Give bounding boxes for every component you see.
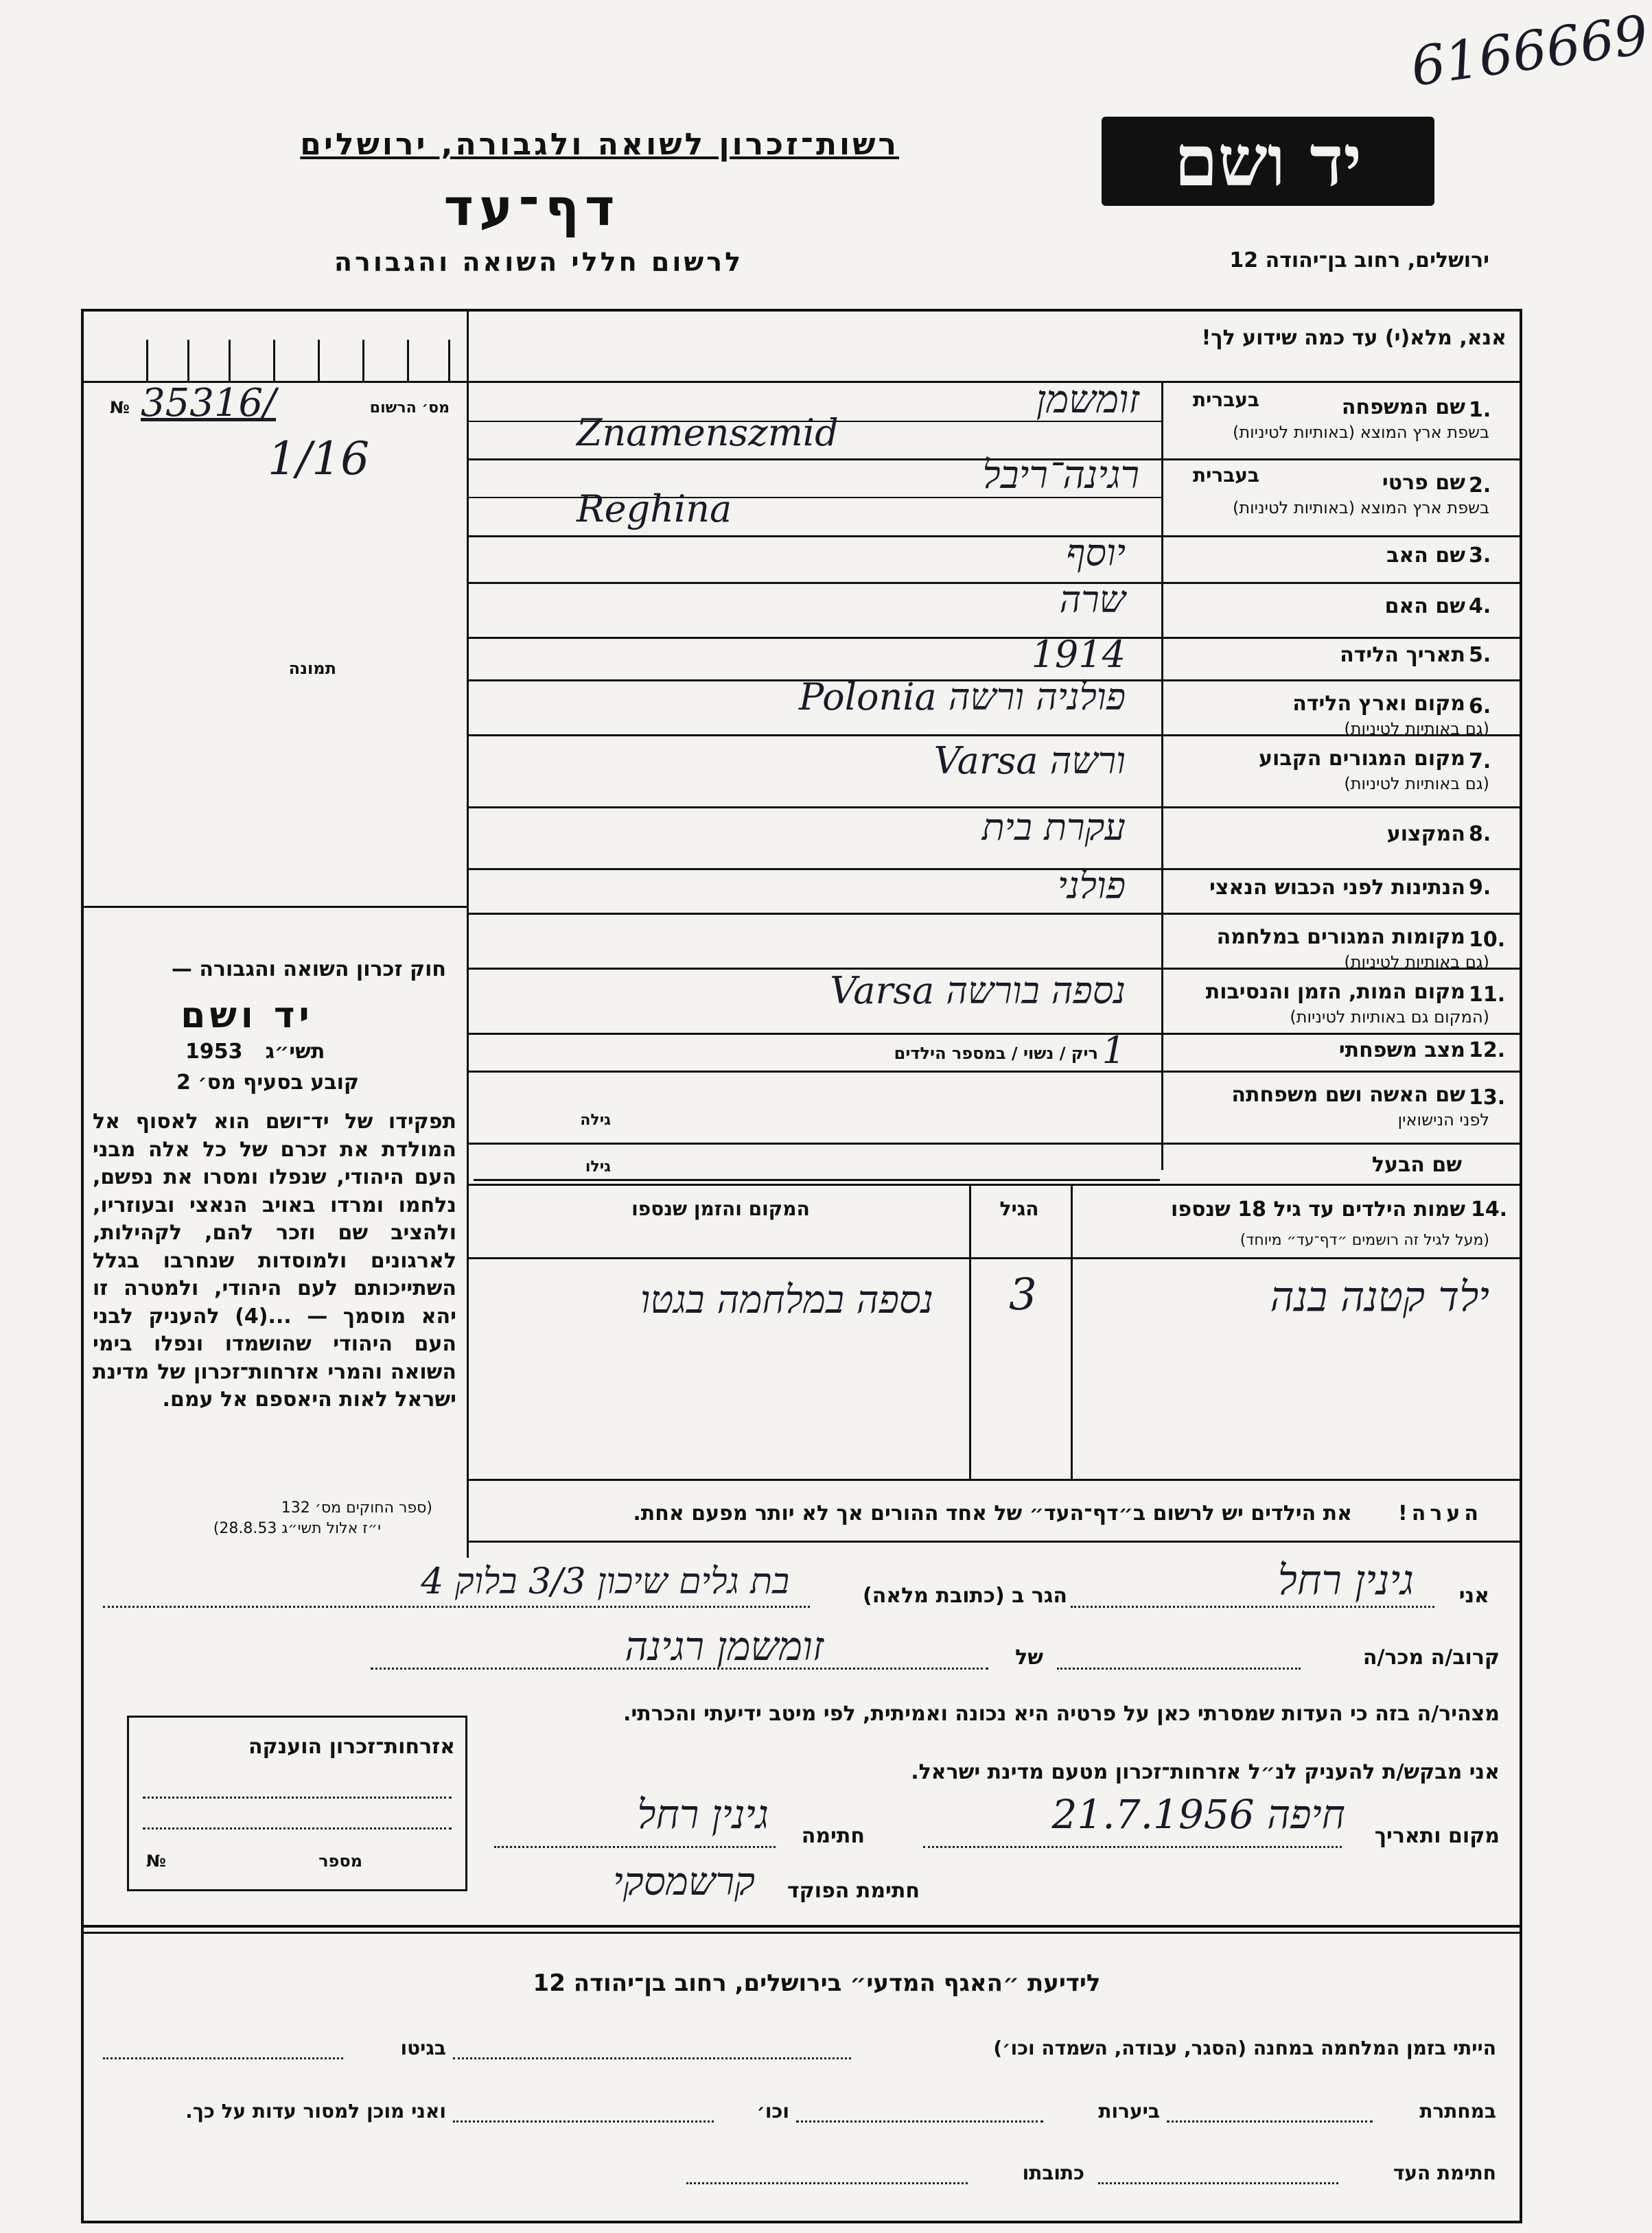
field-number: 10. — [1469, 928, 1506, 952]
field-value: יוסף — [1066, 531, 1126, 574]
field-label: שם האב — [1386, 543, 1465, 568]
field-number: 2. — [1469, 474, 1491, 498]
husband-label: שם הבעל — [1371, 1153, 1462, 1177]
resides-line — [103, 1606, 810, 1608]
field-label: מקום וארץ הלידה — [1292, 692, 1465, 716]
signature-value: גינין רחל — [637, 1791, 769, 1838]
field-number: 1. — [1469, 398, 1491, 422]
field-number: 8. — [1469, 822, 1491, 846]
footer-line1-blank — [453, 2057, 851, 2059]
footer-ghetto-blank — [103, 2057, 343, 2059]
field-label: הנתינות לפני הכבוש הנאצי — [1209, 875, 1465, 900]
field-label: שם המשפחה — [1341, 395, 1465, 419]
label-column-divider — [1161, 381, 1163, 1170]
field-number: 6. — [1469, 694, 1491, 718]
field-value: 1914 — [1031, 633, 1126, 676]
footer-heading: לידיעת ״האגף המדעי״ בירושלים, רחוב בן־יהודה 12 — [533, 1969, 1101, 1997]
law-top-rule — [81, 906, 469, 908]
footer-ready: ואני מוכן למסור עדות על כך. — [185, 2100, 446, 2123]
footer-rule-2 — [81, 1932, 1522, 1934]
certificate-title: אזרחות־זכרון הוענקה — [248, 1735, 455, 1759]
field-row-rule — [467, 913, 1522, 915]
field-label: מקומות המגורים במלחמה — [1216, 925, 1465, 949]
children-label: שמות הילדים עד גיל 18 שנספו — [1171, 1197, 1465, 1221]
instruction-text: אנא, מלא(י) עד כמה שידוע לך! — [1201, 326, 1506, 350]
field-label: שם פרטי — [1382, 471, 1465, 495]
declare-text: מצהיר/ה בזה כי העדות שמסרתי כאן על פרטיה היא נכונה ואמיתית, לפי מיטב ידיעתי והכרתי. — [623, 1702, 1500, 1726]
place-date-value: חיפה 21.7.1956 — [1051, 1791, 1345, 1838]
page-title: דף־עד — [443, 178, 620, 237]
signature-line — [494, 1846, 776, 1848]
field-label: תאריך הלידה — [1340, 643, 1465, 667]
registry-number: 35316/ — [141, 381, 277, 425]
marital-status-options: ריק / נשוי / במספר הילדים — [894, 1044, 1098, 1063]
footer-etc: וכו׳ — [756, 2100, 789, 2123]
law-section: קובע בסעיף מס׳ 2 — [176, 1071, 360, 1095]
footer-forests-blank — [796, 2120, 1043, 2123]
registry-label: מס׳ הרשום — [369, 399, 450, 417]
resides-label: הגר ב (כתובת מלאה) — [862, 1584, 1067, 1608]
field-sublabel: (המקום גם באותיות לטיניות) — [1290, 1007, 1489, 1027]
declarant-i-label: אני — [1458, 1584, 1489, 1608]
children-col-place: המקום והזמן שנספו — [631, 1197, 810, 1220]
field-number: 11. — [1469, 983, 1506, 1007]
officer-value: קרשמסקי — [613, 1860, 755, 1904]
law-name: יד ושם — [181, 995, 314, 1036]
footer-underground: במחתרת — [1419, 2100, 1496, 2123]
left-panel-divider — [467, 309, 469, 1558]
field-hebrew-tag: בעברית — [1192, 388, 1259, 411]
field-label: שם האם — [1384, 594, 1465, 618]
children-age-divider — [969, 1184, 971, 1479]
footer-etc-blank — [453, 2120, 714, 2123]
field-sublabel: (גם באותיות לטיניות) — [1344, 774, 1489, 793]
declarant-name: גינין רחל — [1277, 1556, 1414, 1604]
registry-ticks — [81, 312, 465, 381]
certificate-box — [127, 1716, 467, 1891]
law-source-date: י״ז אלול תשי״ג 28.8.53) — [213, 1520, 381, 1537]
law-year: 1953 — [185, 1040, 243, 1064]
field-label: המקצוע — [1386, 822, 1465, 846]
photo-label: תמונה — [288, 659, 336, 678]
certificate-number-label: מספר — [318, 1851, 362, 1871]
officer-label: חתימת הפוקד — [787, 1879, 920, 1903]
field-label: מצב משפחתי — [1338, 1038, 1465, 1062]
field-sublabel: (גם באותיות לטיניות) — [1344, 952, 1489, 972]
signature-label: חתימה — [801, 1824, 865, 1848]
husband-value-line — [474, 1179, 1160, 1181]
field-value-hebrew: זומשמן — [1036, 377, 1139, 422]
field-sublabel: (גם באותיות לטיניות) — [1344, 719, 1489, 738]
field-number: 7. — [1469, 749, 1491, 773]
footer-line1-end: בגיטו — [400, 2037, 446, 2059]
field-value-latin: Znamenszmid — [577, 411, 839, 454]
field-value: פולניה ורשה Polonia — [799, 675, 1126, 718]
footer-rule-1 — [81, 1925, 1522, 1928]
field-number: 5. — [1469, 643, 1491, 667]
footer-forests: ביערות — [1098, 2100, 1160, 2123]
footer-address-blank — [686, 2182, 968, 2184]
note-text: את הילדים יש לרשום ב״דף־העד״ של אחד ההורים אך לא יותר מפעם אחת. — [633, 1501, 1352, 1525]
footer-line1: הייתי בזמן המלחמה במחנה (הסגר, עבודה, השמדה וכו׳) — [993, 2037, 1496, 2059]
of-label: של — [1015, 1646, 1043, 1670]
field-number: 4. — [1469, 594, 1491, 618]
certificate-no-symbol: № — [146, 1851, 166, 1871]
children-col-age: הגיל — [999, 1197, 1039, 1220]
field-label: מקום המות, הזמן והנסיבות — [1205, 980, 1465, 1004]
field-label: מקום המגורים הקבוע — [1259, 747, 1465, 771]
place-date-line — [923, 1846, 1342, 1848]
field-value: ורשה Varsa — [933, 738, 1126, 782]
husband-top-rule — [467, 1143, 1522, 1145]
field-value: פולני — [1057, 864, 1126, 907]
field-value: 1 — [1102, 1029, 1126, 1072]
field-hebrew-tag: בעברית — [1192, 464, 1259, 487]
declarant-name-line — [1071, 1606, 1434, 1608]
husband-age-label: גילו — [585, 1158, 611, 1176]
header-address: ירושלים, רחוב בן־יהודה 12 — [1229, 248, 1489, 272]
field-sublabel: בשפת ארץ המוצא (באותיות לטיניות) — [1233, 423, 1489, 442]
field-value-latin: Reghina — [577, 487, 732, 530]
field-value-hebrew: רגינה־ריבל — [982, 453, 1139, 498]
stamp-number: 6166669 — [1407, 4, 1652, 99]
relative-label: קרוב/ה מכר/ה — [1362, 1646, 1500, 1670]
footer-witness-sign: חתימת העד — [1393, 2162, 1496, 2184]
children-num: 14. — [1471, 1197, 1508, 1221]
field-number: 13. — [1469, 1086, 1506, 1110]
field-label: שם האשה ושם משפחתה — [1231, 1083, 1465, 1107]
footer-underground-blank — [1167, 2120, 1373, 2123]
page-subtitle: לרשום חללי השואה והגבורה — [334, 247, 744, 277]
yad-vashem-logo — [1102, 117, 1434, 206]
child-age: 3 — [1009, 1270, 1037, 1320]
note-label: הערה! — [1398, 1501, 1482, 1525]
child-name: ילד קטנה בנה — [1270, 1273, 1489, 1321]
logo-text: יד ושם — [1174, 120, 1362, 202]
field-number: 3. — [1469, 543, 1491, 568]
wife-age-label: גילה — [580, 1112, 611, 1129]
note-bottom-rule — [467, 1541, 1522, 1543]
resides-value: בת גלים שיכון 3/3 בלוק 4 — [421, 1561, 789, 1602]
request-text: אני מבקש/ת להעניק לנ״ל אזרחות־זכרון מטעם מדינת ישראל. — [911, 1760, 1500, 1784]
law-body: תפקידו של יד־ושם הוא לאסוף אל המולדת את זכרם של כל אלה מבני העם היהודי, שנפלו ומסרו את נפשם, נלחמו ומרדו באויב הנאצי ובעוזריו, ולהציב שם וזכר להם, לקהילות, לארגונים ולמוסדות שנחרבו בגלל השתייכותם לעם היהודי, ולמטרה זו יהא מוסמך — ...(4) להעניק לבני העם היהודי שהושמדו ונפלו בימי השואה והמרי אזרחות־זכרון של מדינת ישראל לאות היאספם אל עמם. — [93, 1110, 456, 1412]
children-header-rule — [467, 1257, 1522, 1259]
footer-witness-blank — [1098, 2182, 1338, 2184]
field-sublabel: בשפת ארץ המוצא (באותיות לטיניות) — [1233, 498, 1489, 517]
field-number: 12. — [1469, 1038, 1506, 1062]
registry-no-symbol: № — [110, 398, 130, 417]
children-top-rule — [467, 1184, 1522, 1186]
field-sublabel: לפני הנישואין — [1397, 1110, 1489, 1130]
children-sub: (מעל לגיל זה רושמים ״דף־עד״ מיוחד) — [1240, 1232, 1489, 1249]
field-value: שרה — [1059, 578, 1126, 621]
place-date-label: מקום ותאריך — [1374, 1824, 1500, 1848]
footer-address: כתובתו — [1022, 2162, 1084, 2184]
note-top-rule — [467, 1479, 1522, 1481]
child-place: נספה במלחמה בגטו — [640, 1278, 933, 1322]
relative-line — [1057, 1668, 1301, 1670]
law-heading: חוק זכרון השואה והגבורה — — [171, 957, 446, 981]
law-year-heb: תשי״ג — [265, 1040, 325, 1064]
children-name-divider — [1071, 1184, 1073, 1479]
authority-name: רשות־זכרון לשואה ולגבורה, ירושלים — [300, 127, 899, 162]
field-number: 9. — [1469, 875, 1491, 900]
law-source: (ספר החוקים מס׳ 132 — [281, 1499, 432, 1517]
field-value: עקרת בית — [981, 806, 1126, 849]
registry-sub: 1/16 — [268, 432, 370, 485]
field-value: נספה בורשה Varsa — [830, 968, 1126, 1012]
of-value: זומשמן רגינה — [625, 1623, 824, 1670]
